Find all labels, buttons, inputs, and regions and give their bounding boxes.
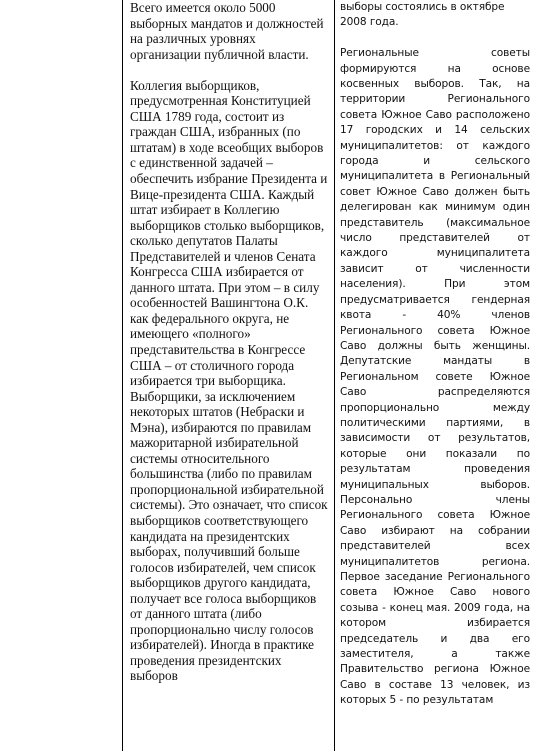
middle-paragraph-2: Коллегия выборщиков, предусмотренная Конституцией США 1789 года, состоит из граждан США, избранных (по штатам) в ходе всеобщих выборов с единственной задачей – обеспечить избрание Президента и Вице-президента США. Каждый штат избирает в Коллегию выборщиков столько выборщиков, сколько депутатов Палаты Представителей и членов Сената Конгресса США избирается от данного штата. При этом – в силу особенностей Вашингтона О.К. как федерального округа, не имеющего «полного» представительства в Конгрессе США – от столичного города избирается три выборщика. Выборщики, за исключением некоторых штатов (Небраски и Мэна), избираются по правилам мажоритарной избирательной системы относительного большинства (либо по правилам пропорциональной избирательной системы). Это означает, что список выборщиков соответствующего кандидата на президентских выборах, получивший больше голосов избирателей, чем список выборщиков другого кандидата, получает все голоса выборщиков от данного штата (либо пропорционально числу голосов избирателей). Иногда в практике проведения президентских выборов	[130, 77, 328, 684]
table-border-left	[122, 0, 123, 751]
right-paragraph-2: Региональные советы формируются на основе косвенных выборов. Так, на территории Регионального совета Южное Саво расположено 17 городских и 14 сельских муниципалитетов: от каждого города и сельского муниципалитета в Региональный совет Южное Саво должен быть делегирован как минимум один представитель (максимальное число представителей от каждого муниципалитета зависит от численности населения). При этом предусматривается гендерная квота - 40% членов Регионального совета Южное Саво должны быть женщины. Депутатские мандаты в Региональном совете Южное Саво распределяются пропорционально между политическими партиями, в зависимости от результатов, которые они показали по результатам проведения муниципальных выборов. Персонально члены Регионального совета Южное Саво избирают на собрании представителей всех муниципалитетов региона. Первое заседание Регионального совета Южное Саво нового созыва - конец мая. 2009 года, на котором избирается председатель и два его заместителя, а также Правительство региона Южное Саво в составе 13 человек, из которых 5 - по результатам	[340, 47, 530, 707]
table-border-middle	[334, 0, 335, 751]
right-column	[340, 0, 530, 709]
middle-paragraph-1: Всего имеется около 5000 выборных мандатов и должностей на различных уровнях организации публичной власти.	[130, 0, 324, 62]
right-paragraph-1: выборы состоялись в октябре 2008 года.	[340, 1, 505, 29]
middle-column	[130, 0, 328, 684]
